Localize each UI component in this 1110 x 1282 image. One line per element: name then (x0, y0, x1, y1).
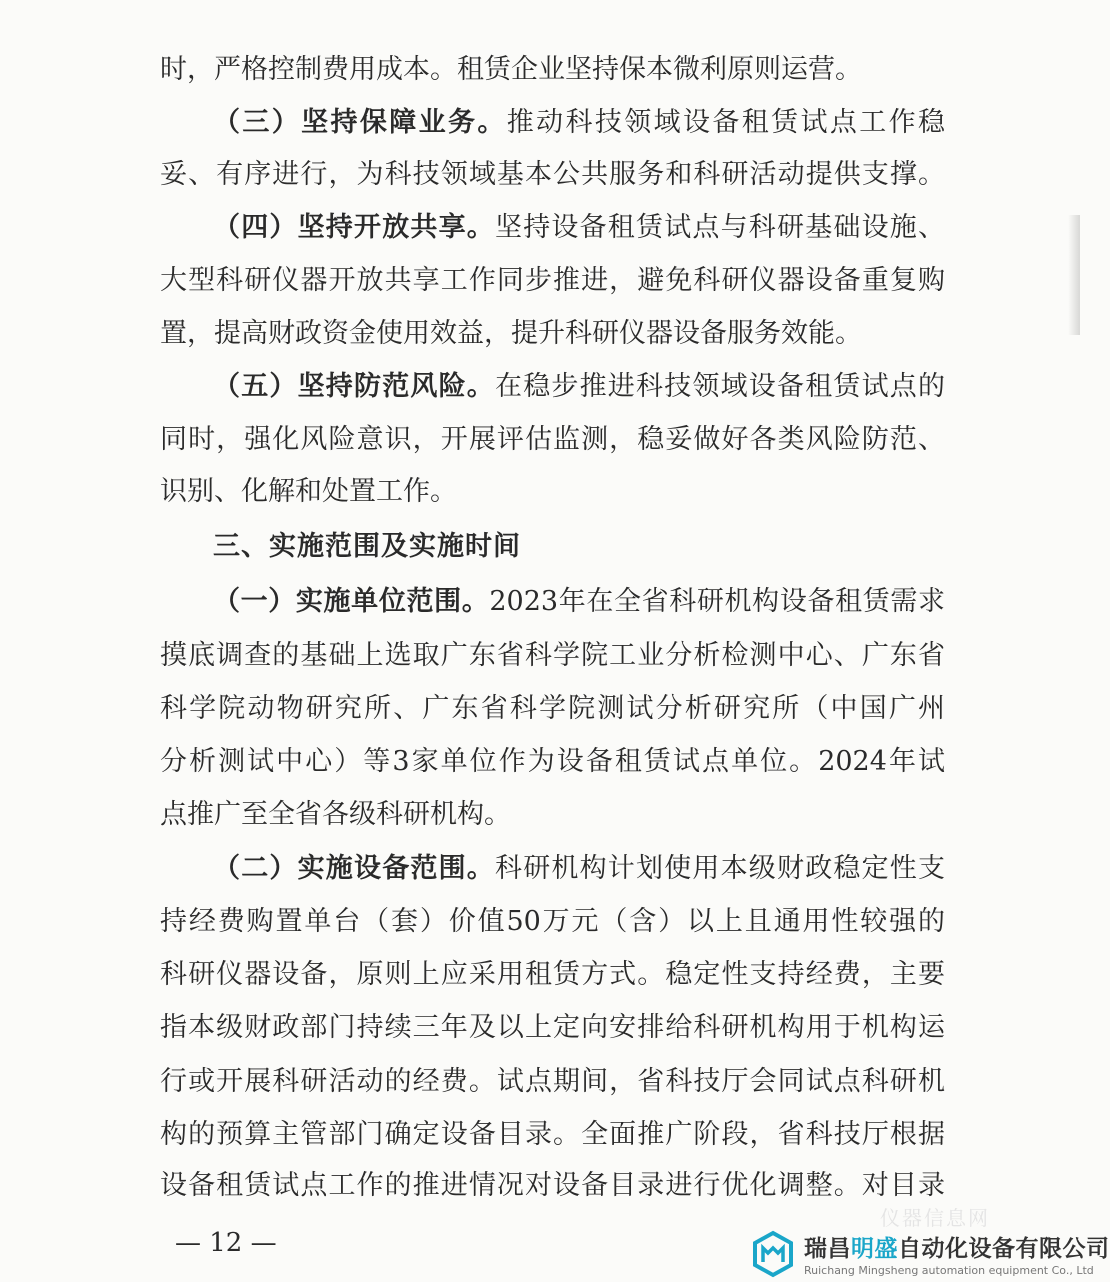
paragraph-lead: （三）坚持保障业务。 (213, 107, 507, 138)
text-line: 摸底调查的基础上选取广东省科学院工业分析检测中心、广东省 (160, 640, 945, 671)
text-line: 妥、有序进行，为科技领域基本公共服务和科研活动提供支撑。 (160, 159, 945, 190)
line-text: 坚持设备租赁试点与科研基础设施、 (495, 212, 945, 243)
text-line: 持经费购置单台（套）价值50万元（含）以上且通用性较强的 (160, 906, 945, 937)
text-line (213, 851, 945, 887)
line-text: 2023年在全省科研机构设备租赁需求 (489, 586, 946, 617)
text-line (213, 210, 945, 246)
text-line (213, 105, 945, 141)
text-line: 行或开展科研活动的经费。试点期间，省科技厅会同试点科研机 (160, 1066, 945, 1097)
scan-edge-shadow (1068, 215, 1080, 335)
page-number: — 12 — (175, 1228, 277, 1258)
text-line: 大型科研仪器开放共享工作同步推进，避免科研仪器设备重复购 (160, 265, 945, 296)
paragraph-lead: （五）坚持防范风险。 (213, 371, 495, 402)
hexagon-logo-icon (752, 1231, 794, 1281)
text-line: 指本级财政部门持续三年及以上定向安排给科研机构用于机构运 (160, 1012, 945, 1043)
text-line: 科学院动物研究所、广东省科学院测试分析研究所（中国广州 (160, 693, 945, 724)
logo-name-c: 自动化设备有限公司 (898, 1235, 1110, 1262)
text-line: 时，严格控制费用成本。租赁企业坚持保本微利原则运营。 (160, 54, 862, 85)
paragraph-lead: （二）实施设备范围。 (213, 853, 495, 884)
line-text: 在稳步推进科技领域设备租赁试点的 (495, 371, 945, 402)
logo-name-b: 明盛 (851, 1235, 898, 1262)
text-line: 科研仪器设备，原则上应采用租赁方式。稳定性支持经费，主要 (160, 959, 945, 990)
text-line: 同时，强化风险意识，开展评估监测，稳妥做好各类风险防范、 (160, 424, 945, 455)
line-text: 推动科技领域设备租赁试点工作稳 (506, 107, 945, 138)
section-heading: 三、实施范围及实施时间 (213, 531, 521, 562)
watermark: 仪器信息网 (880, 1206, 990, 1230)
text-line: 点推广至全省各级科研机构。 (160, 799, 511, 830)
company-logo (752, 1233, 1110, 1279)
logo-name-a: 瑞昌 (804, 1235, 851, 1262)
paragraph-lead: （四）坚持开放共享。 (213, 212, 495, 243)
text-line (213, 369, 945, 405)
text-line: 置，提高财政资金使用效益，提升科研仪器设备服务效能。 (160, 318, 862, 349)
text-line (213, 584, 945, 620)
paragraph-lead: （一）实施单位范围。 (213, 586, 490, 617)
text-line: 分析测试中心）等3家单位作为设备租赁试点单位。2024年试 (160, 746, 945, 777)
logo-english-name: Ruichang Mingsheng automation equipment Co., Ltd (804, 1263, 1094, 1277)
text-line: 识别、化解和处置工作。 (160, 476, 457, 507)
text-line: 设备租赁试点工作的推进情况对设备目录进行优化调整。对目录 (160, 1170, 945, 1201)
line-text: 科研机构计划使用本级财政稳定性支 (495, 853, 945, 884)
text-line: 构的预算主管部门确定设备目录。全面推广阶段，省科技厅根据 (160, 1119, 945, 1150)
